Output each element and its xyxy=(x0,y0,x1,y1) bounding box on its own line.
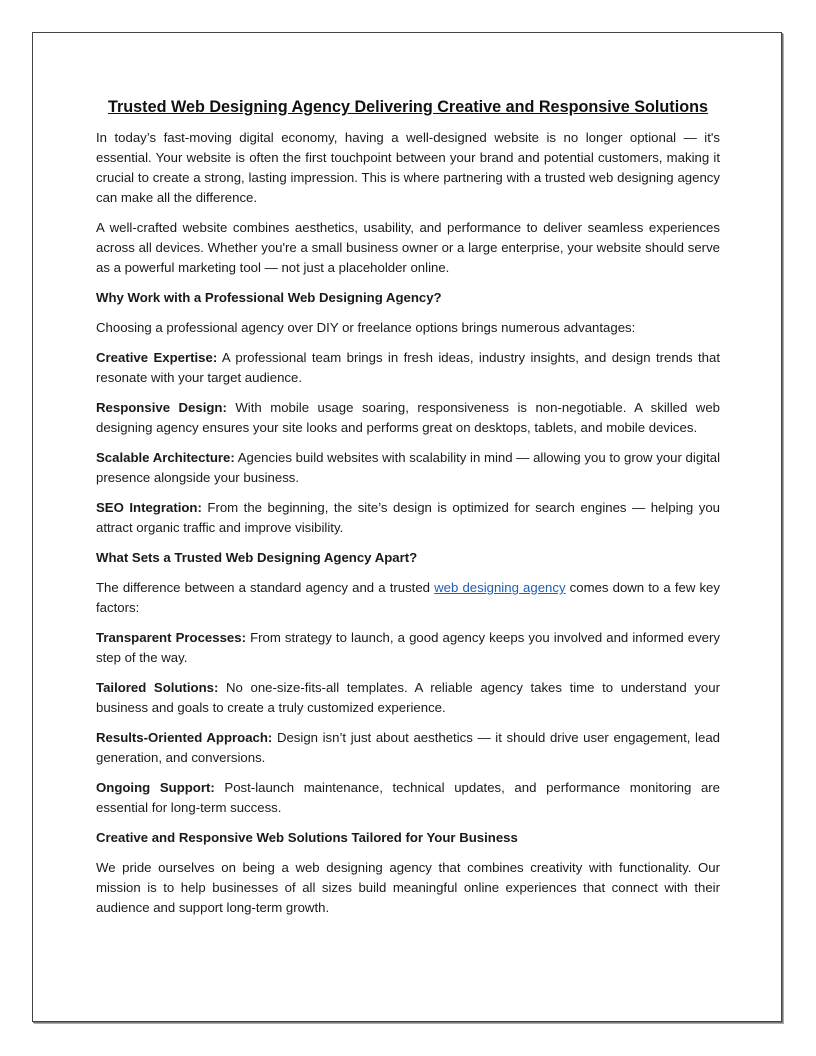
item-term: Results-Oriented Approach: xyxy=(96,730,273,745)
section3-body: We pride ourselves on being a web designing agency that combines creativity with functionality. Our mission is to help businesses of all sizes build meaningful online experiences that connect with their audience and support long-term growth. xyxy=(96,860,720,915)
section2-item-results-oriented xyxy=(96,728,720,768)
section2-heading: What Sets a Trusted Web Designing Agency Apart? xyxy=(96,550,418,565)
item-text: Design isn’t just about aesthetics — it should drive user engagement, lead generation, and conversions. xyxy=(96,730,720,765)
item-text: Agencies build websites with scalability in mind — allowing you to grow your digital presence alongside your business. xyxy=(96,450,721,485)
item-term: Tailored Solutions: xyxy=(96,680,219,695)
item-term: Creative Expertise: xyxy=(96,350,218,365)
item-text: From the beginning, the site’s design is optimized for search engines — helping you attract organic traffic and improve visibility. xyxy=(96,500,720,535)
section1-item-responsive-design xyxy=(96,398,720,438)
document-title: Trusted Web Designing Agency Delivering Creative and Responsive Solutions xyxy=(108,98,708,116)
item-text: A professional team brings in fresh ideas, industry insights, and design trends that resonate with your target audience. xyxy=(96,350,721,385)
item-term: Ongoing Support: xyxy=(96,780,215,795)
section1-item-creative-expertise xyxy=(96,348,720,388)
item-term: SEO Integration: xyxy=(96,500,202,515)
intro-paragraph-1: In today’s fast-moving digital economy, having a well-designed website is no longer optional — it's essential. Your website is often the first touchpoint between your brand and potential customers, making it crucial to create a strong, lasting impression. This is where partnering with a trusted web designing agency can make all the difference. xyxy=(96,130,720,205)
section2-lead xyxy=(96,578,720,618)
section2-item-tailored-solutions xyxy=(96,678,720,718)
lead-text-before: The difference between a standard agency and a trusted xyxy=(96,580,435,595)
item-text: No one-size-fits-all templates. A reliable agency takes time to understand your business and goals to create a truly customized experience. xyxy=(96,680,720,715)
item-term: Responsive Design: xyxy=(96,400,227,415)
section2-item-ongoing-support xyxy=(96,778,720,818)
intro-paragraph-2: A well-crafted website combines aesthetics, usability, and performance to deliver seamless experiences across all devices. Whether you're a small business owner or a large enterprise, your website should serve as a powerful marketing tool — not just a placeholder online. xyxy=(96,220,720,275)
item-text: Post-launch maintenance, technical updates, and performance monitoring are essential for long-term success. xyxy=(96,780,721,815)
section1-item-scalable-architecture xyxy=(96,448,720,488)
section1-item-seo-integration xyxy=(96,498,720,538)
item-text: With mobile usage soaring, responsiveness is non-negotiable. A skilled web designing agency ensures your site looks and performs great on desktops, tablets, and mobile devices. xyxy=(96,400,720,435)
section1-lead: Choosing a professional agency over DIY or freelance options brings numerous advantages: xyxy=(96,320,636,335)
item-text: From strategy to launch, a good agency keeps you involved and informed every step of the way. xyxy=(96,630,721,665)
item-term: Scalable Architecture: xyxy=(96,450,235,465)
web-designing-agency-link[interactable]: web designing agency xyxy=(434,580,566,595)
item-term: Transparent Processes: xyxy=(96,630,246,645)
section2-item-transparent-processes xyxy=(96,628,720,668)
lead-text-after: comes down to a few key factors: xyxy=(96,580,720,615)
section3-heading: Creative and Responsive Web Solutions Tailored for Your Business xyxy=(96,830,518,845)
section1-heading: Why Work with a Professional Web Designing Agency? xyxy=(96,290,442,305)
document-body xyxy=(96,96,720,928)
